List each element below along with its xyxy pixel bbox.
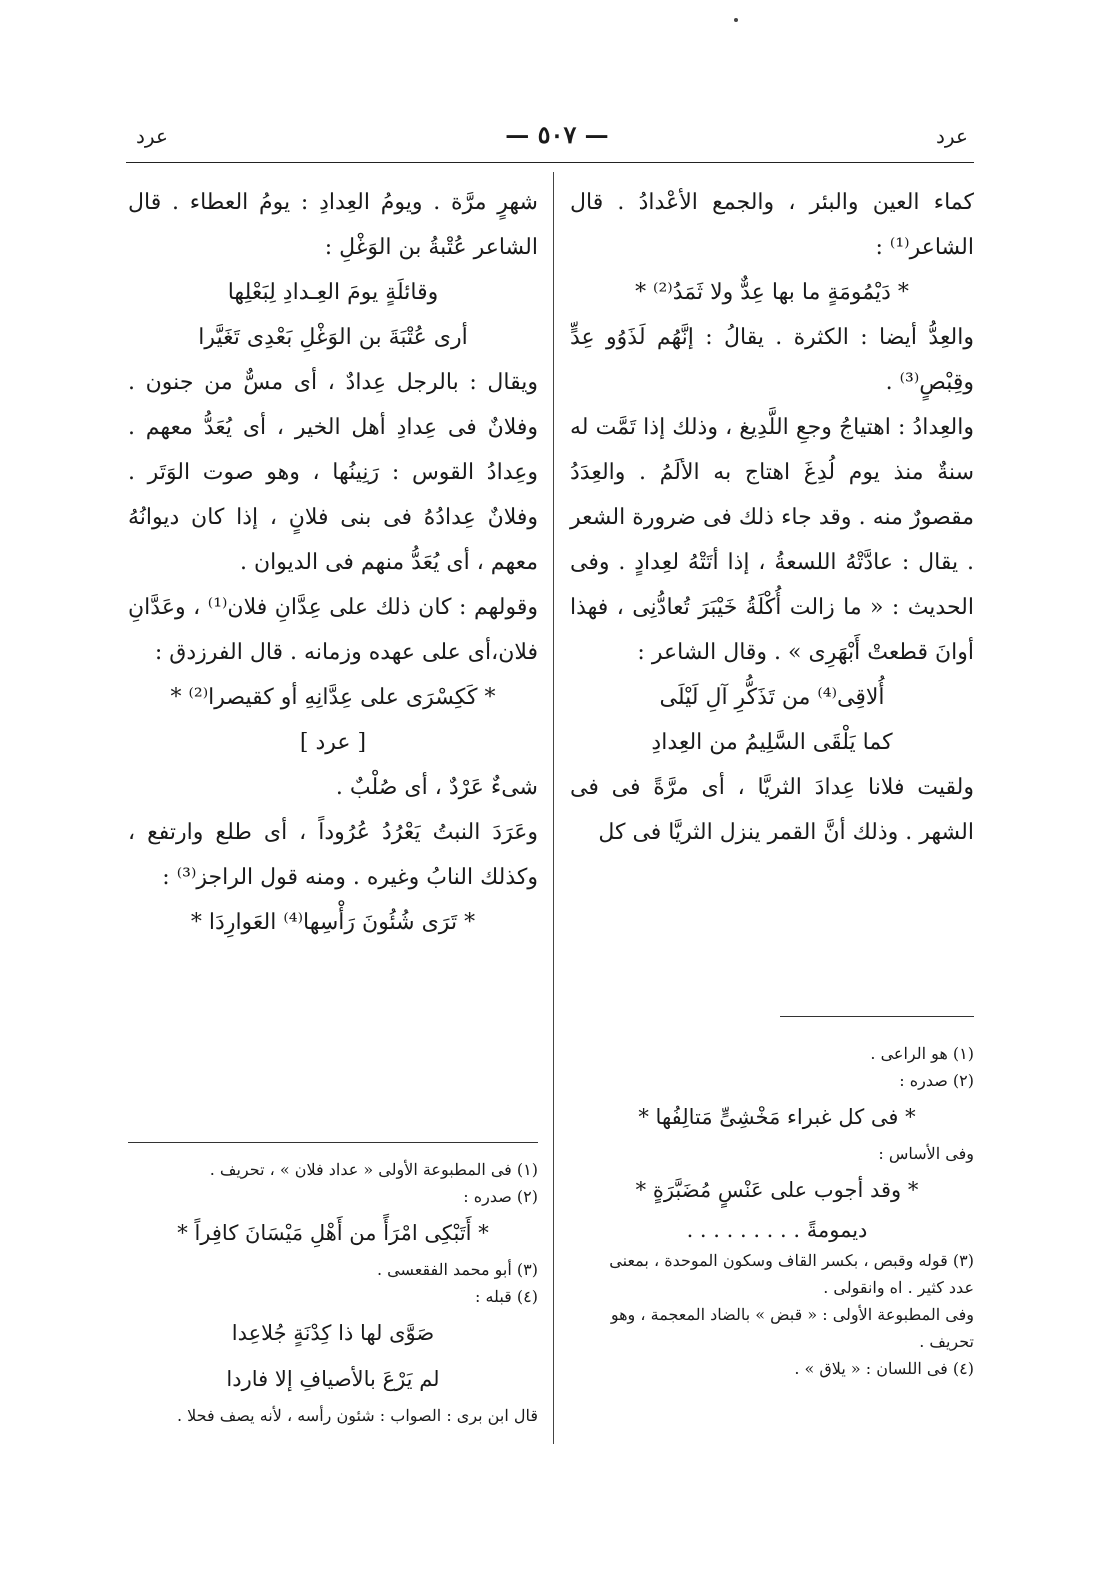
verse-line: * دَيْمُومَةٍ ما بها عِدٌّ ولا ثَمَدُ⁽²⁾ * xyxy=(635,280,909,305)
footnote: قال ابن برى : الصواب : شئون رأسه ، لأنه يصف فحلا . xyxy=(176,1406,538,1425)
paragraph: والعِدُّ أيضا : الكثرة . يقالُ : إنَّهُم لَذَوُو عِدٍّ وقِبْصٍ⁽³⁾ . xyxy=(570,325,974,395)
stray-mark xyxy=(734,18,738,22)
footnote: وفى المطبوعة الأولى : « قبض » بالضاد المعجمة ، وهو تحريف . xyxy=(610,1305,974,1351)
footnote: (٢) صدره : xyxy=(463,1187,538,1206)
footnote: وفى الأساس : xyxy=(878,1144,974,1163)
footnote-verse: صَوَّى لها ذا كِدْنَةٍ جُلاعِدا xyxy=(231,1321,435,1345)
footnote-verse: * وقد أجوب على عَنْسٍ مُضَبَّرَةٍ * xyxy=(635,1178,919,1202)
entry-heading: [ عرد ] xyxy=(299,730,367,755)
footnote: (١) فى المطبوعة الأولى « عداد فلان » ، تحريف . xyxy=(209,1160,538,1179)
paragraph: شىءٌ عَرْدٌ ، أى صُلْبٌ . xyxy=(335,775,538,800)
footnote-verse: * فى كل غبراء مَخْشِىٍّ مَتالِفُها * xyxy=(638,1105,916,1129)
footnote: (٣) أبو محمد الفقعسى . xyxy=(376,1260,538,1279)
verse-line: * كَكِسْرَى على عِدَّانِهِ أو كقيصرا⁽²⁾ * xyxy=(170,685,496,710)
paragraph: والعِدادُ : اهتياجُ وجعِ اللَّدِيغ ، وذلك إذا تَمَّت له سنةٌ منذ يوم لُدِغَ اهتاج به الألَمُ . والعِدَدُ مقصورٌ منه . وقد جاء ذلك فى ضرورة الشعر . يقال : عادَّتْهُ اللسعةُ ، إذا أتَتْهُ لعِدادٍ . وفى الحديث : « ما زالت أُكْلَةُ خَيْبَرَ تُعادُّنِى ، فهذا أوانَ قطعتْ أَبْهَرِى » . وقال الشاعر : xyxy=(570,415,974,665)
header-rule xyxy=(126,162,974,163)
footnote-verse: لم يَرْعَ بالأصيافِ إلا فاردا xyxy=(226,1367,440,1391)
footnote: (١) هو الراعى . xyxy=(870,1044,974,1063)
verse-line: * تَرَى شُئُونَ رَأْسِها⁽⁴⁾ العَوارِدَا * xyxy=(190,910,476,935)
verse-line: أُلاقِى⁽⁴⁾ من تَذَكُّرِ آلِ لَيْلَى xyxy=(659,685,885,710)
footnote-rule-right xyxy=(780,1016,974,1017)
header-left-word: عرد xyxy=(136,124,168,148)
verse-line: وقائلَةٍ يومَ العِـدادِ لِبَعْلِها xyxy=(227,280,439,305)
paragraph: ولقيت فلانا عِدادَ الثريَّا ، أى مرَّةً فى فى الشهر . وذلك أنَّ القمر ينزل الثريَّا فى كل xyxy=(570,775,974,845)
right-column xyxy=(570,180,974,855)
right-footnotes xyxy=(580,1040,974,1382)
footnote-rule-left xyxy=(128,1142,538,1143)
left-footnotes xyxy=(128,1156,538,1429)
footnote: (٤) فى اللسان : « يلاق » . xyxy=(794,1359,974,1378)
paragraph: شهرٍ مرَّة . ويومُ العِدادِ : يومُ العطاء . قال الشاعر عُتْبةُ بن الوَغْلِ : xyxy=(128,190,538,260)
header-right-word: عرد xyxy=(936,124,968,148)
footnote: (٣) قوله وقبص ، بكسر القاف وسكون الموحدة ، بمعنى عدد كثير . اه وانقولى . xyxy=(609,1251,974,1297)
footnote-verse: * أَتَبْكِى امْرَأً من أَهْلِ مَيْسَانَ كافِراً * xyxy=(177,1221,489,1245)
column-divider xyxy=(553,172,554,1444)
verse-line: كما يَلْقَى السَّلِيمُ من العِدادِ xyxy=(651,730,893,755)
footnote: (٢) صدره : xyxy=(899,1071,974,1090)
verse-line: أرى عُتْبَةَ بن الوَغْلِ بَعْدِى تَغَيَّرا xyxy=(198,325,468,350)
footnote-verse: ديمومةً . . . . . . . . . xyxy=(686,1218,868,1242)
page-number: — ٥٠٧ — xyxy=(505,120,609,149)
paragraph: كماء العين والبئر ، والجمع الأعْدادُ . قال الشاعر⁽¹⁾ : xyxy=(570,190,974,260)
paragraph: وقولهم : كان ذلك على عِدَّانِ فلان⁽¹⁾ ، وعَدَّانِ فلان،أى على عهده وزمانه . قال الفرزدق : xyxy=(128,595,538,665)
footnote: (٤) قبله : xyxy=(475,1287,538,1306)
left-column xyxy=(128,180,538,945)
paragraph: وعَرَدَ النبتُ يَعْرُدُ عُرُوداً ، أى طلع وارتفع ، وكذلك النابُ وغيره . ومنه قول الراجز⁽³⁾ : xyxy=(128,820,538,890)
paragraph: ويقال : بالرجل عِدادٌ ، أى مسٌّ من جنون . وفلانٌ فى عِدادِ أهل الخير ، أى يُعَدُّ معهم . وعِدادُ القوس : رَنِينُها ، وهو صوت الوَتَر . وفلانٌ عِدادُهُ فى بنى فلانٍ ، إذا كان ديوانُهُ معهم ، أى يُعَدُّ منهم فى الديوان . xyxy=(128,370,538,575)
